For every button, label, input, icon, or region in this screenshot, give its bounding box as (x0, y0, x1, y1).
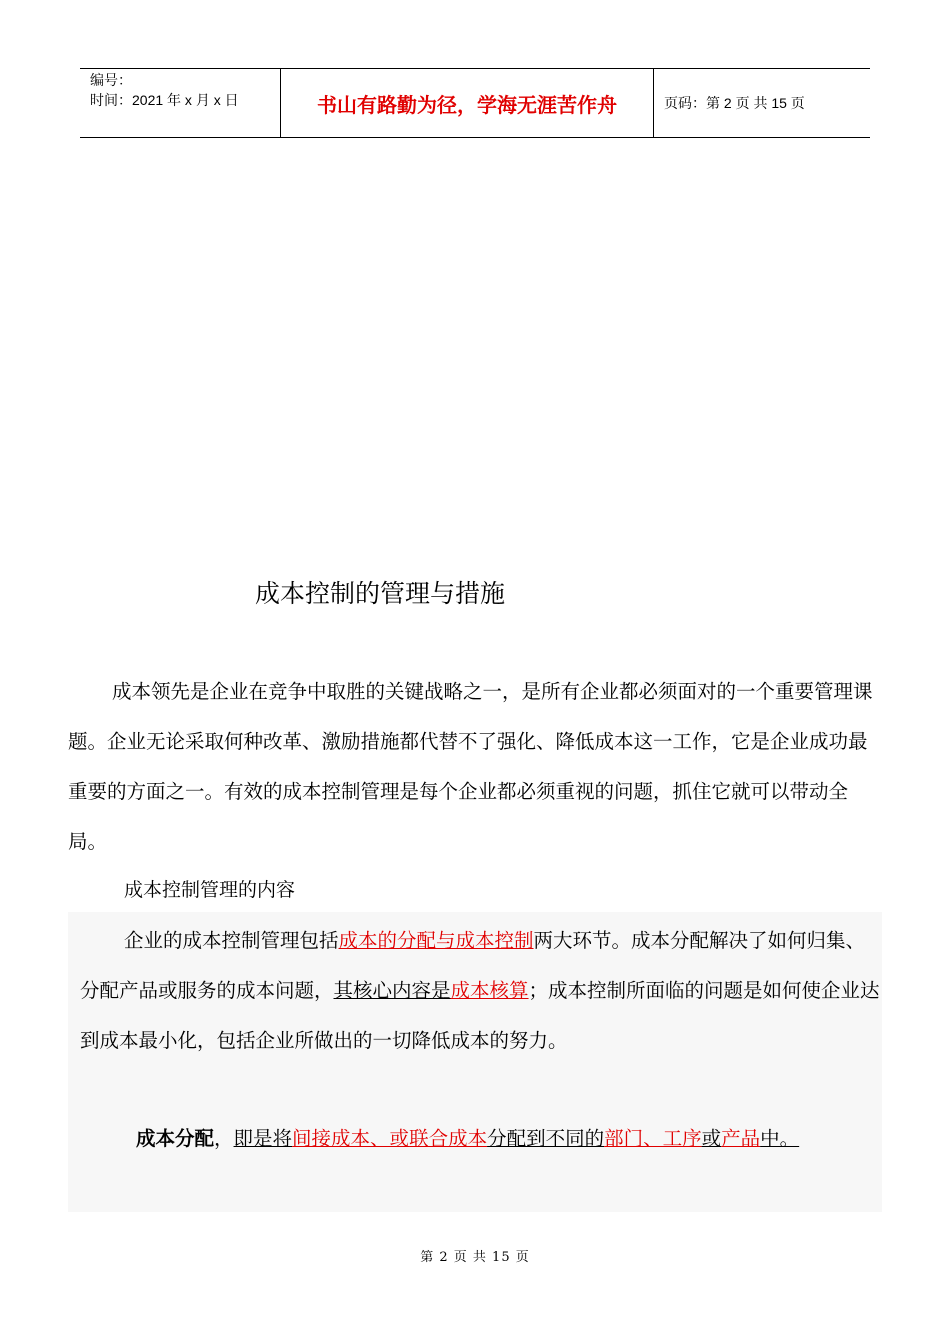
header-motto: 书山有路勤为径，学海无涯苦作舟 (281, 69, 654, 137)
link-indirect-cost[interactable]: 间接成本、或 (292, 1127, 410, 1150)
underlined-text: 分配到不同的 (487, 1127, 605, 1150)
link-department-process[interactable]: 部门、工序 (604, 1127, 702, 1150)
link-joint-cost[interactable]: 联合成本 (409, 1127, 488, 1150)
header-meta-cell (80, 69, 281, 137)
document-title: 成本控制的管理与措施 (255, 579, 506, 608)
section-subheading: 成本控制管理的内容 (124, 879, 296, 901)
content-paragraph (80, 916, 880, 1066)
link-cost-allocation-control[interactable]: 成本的分配与成本控制 (338, 929, 534, 952)
number-label: 编号： (90, 72, 132, 88)
text-run: 两大环节。成本分配解决了如何归集、分配产品或服务的成本问题， (80, 929, 866, 1002)
header-page-code: 页码：第 2 页 共 15 页 (664, 95, 805, 111)
time-label: 时间：2021 年 x 月 x 日 (90, 92, 239, 108)
underlined-text: 中。 (760, 1127, 800, 1150)
text-run: ， (214, 1127, 234, 1150)
underlined-text: 或 (701, 1127, 722, 1150)
underlined-text: 其核心内容是 (333, 979, 451, 1002)
page-footer: 第 2 页 共 15 页 (420, 1250, 530, 1265)
underlined-text: 即是将 (233, 1127, 293, 1150)
text-run: 企业的成本控制管理包括 (124, 929, 339, 952)
link-product[interactable]: 产品 (721, 1127, 761, 1150)
intro-paragraph: 成本领先是企业在竞争中取胜的关键战略之一，是所有企业都必须面对的一个重要管理课题。企业无论采取何种改革、激励措施都代替不了强化、降低成本这一工作，它是企业成功最重要的方面之一。有效的成本控制管理是每个企业都必须重视的问题，抓住它就可以带动全局。 (68, 680, 873, 853)
text-run: ；成本控制所面临的问题是如何使企业达到成本最小化，包括企业所做出的一切降低成本的努力。 (80, 979, 880, 1052)
bold-term: 成本分配 (136, 1127, 215, 1150)
allocation-paragraph (68, 1114, 880, 1164)
link-cost-accounting[interactable]: 成本核算 (450, 979, 529, 1002)
document-header (80, 68, 870, 138)
